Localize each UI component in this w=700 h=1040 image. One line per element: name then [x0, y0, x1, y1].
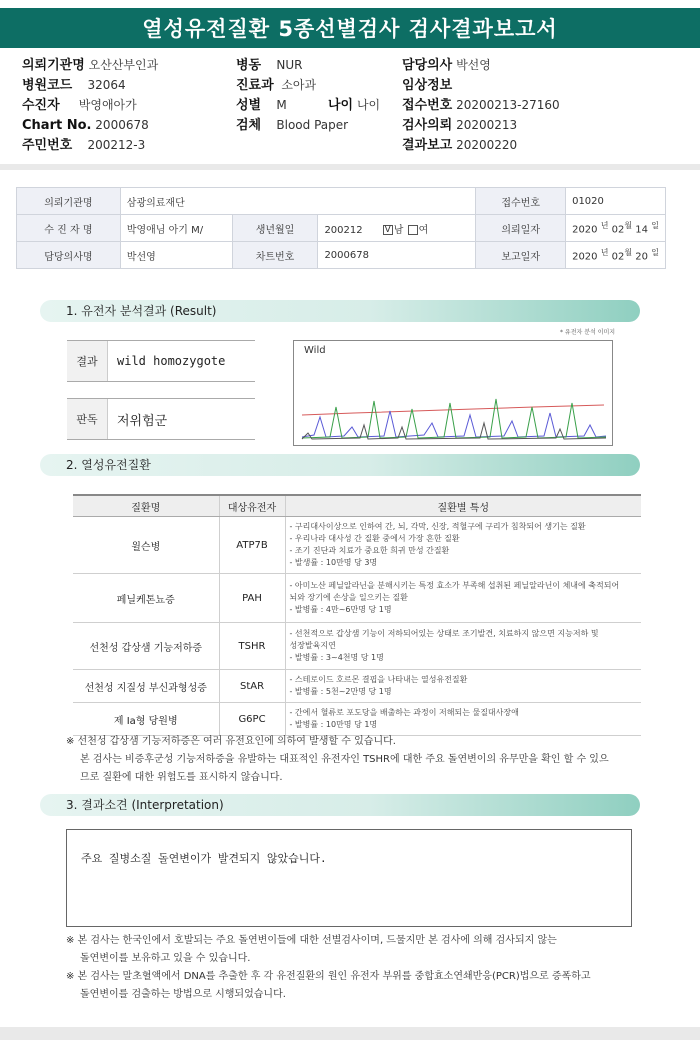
- requesting-org: 오산산부인과: [88, 58, 159, 72]
- result-value: wild homozygote: [117, 354, 226, 368]
- dob-value: 200212: [324, 224, 363, 236]
- disease-description: - 아미노산 페닐알라닌을 분해시키는 특정 효소가 부족해 섭취된 페닐알라닌이 체내에 축적되어 뇌와 장기에 손상을 일으키는 질환 - 발병률 : 4만~6만명 당 1명: [285, 574, 641, 623]
- disease-name: 윌슨병: [73, 517, 219, 574]
- result-row: [67, 340, 255, 382]
- graph-label: Wild: [304, 345, 326, 356]
- report-date: 20200220: [456, 138, 518, 152]
- hospital-code: 32064: [87, 78, 126, 92]
- resident-no: 200212-3: [87, 138, 146, 152]
- doctor-name: 박선영: [120, 242, 232, 269]
- label: 나이: [328, 98, 354, 113]
- interpretation-text: 주요 질병소질 돌연변이가 발견되지 않았습니다.: [81, 852, 327, 865]
- label: 담당의사명: [17, 242, 121, 269]
- label: 보고일자: [476, 242, 566, 269]
- column-header: 대상유전자: [219, 495, 285, 517]
- age: 나이: [356, 98, 381, 112]
- label: 의뢰기관명: [17, 188, 121, 215]
- label: 성별: [236, 98, 262, 113]
- gene-name: ATP7B: [219, 517, 285, 574]
- gene-name: StAR: [219, 670, 285, 703]
- gene-name: PAH: [219, 574, 285, 623]
- interpretation-box: [66, 829, 632, 927]
- chromatogram-image: [294, 341, 612, 445]
- label: 병원코드: [22, 78, 73, 93]
- disease-description: - 간에서 혈류로 포도당을 배출하는 과정이 저해되는 물질대사장애 - 발병률 : 10만명 당 1명: [285, 703, 641, 736]
- judgment-label: 판독: [67, 399, 108, 439]
- label: 수진자: [22, 98, 60, 113]
- patient-name: 박영애아가: [78, 98, 137, 112]
- disease-table: [73, 494, 641, 736]
- request-date: 2020 $^년$ $02^월$ 14 $^일$: [566, 215, 666, 242]
- org-name: 삼광의료재단: [120, 188, 475, 215]
- gene-name: G6PC: [219, 703, 285, 736]
- graph-note: * 유전자 분석 이미지: [560, 329, 616, 336]
- footer-notes: ※ 본 검사는 한국인에서 호발되는 주요 돌연변이들에 대한 선별검사이며, 드물지만 본 검사에 의해 검사되지 않는 돌연변이를 보유하고 있을 수 있습니다. ※ 본 검사는 말초혈액에서 DNA를 추출한 후 각 유전질환의 원인 유전자 부위를 중합효소연쇄반응(PCR)법으로 증폭하고 돌연변이를 검출하는 방법으로 시행되었습니다.: [66, 935, 591, 1000]
- table-row: [73, 623, 641, 670]
- column-header: 질환명: [73, 495, 219, 517]
- male-checkbox: V: [384, 224, 391, 235]
- doctor: 박선영: [456, 58, 491, 72]
- disease-name: 페닐케톤뇨증: [73, 574, 219, 623]
- female-checkbox: [408, 225, 418, 235]
- disease-description: - 스테로이드 호르몬 결핍을 나타내는 열성유전질환 - 발병률 : 5천~2만명 당 1명: [285, 670, 641, 703]
- label: 접수번호: [476, 188, 566, 215]
- label: Chart No.: [22, 118, 92, 133]
- patient-name: 박영애님 아기 M/: [120, 215, 232, 242]
- label: 진료과: [236, 78, 274, 93]
- table-row: [73, 574, 641, 623]
- label: 주민번호: [22, 138, 73, 153]
- judgment-value: 저위험군: [117, 413, 168, 429]
- disease-name: 선천성 갑상샘 기능저하증: [73, 623, 219, 670]
- judgment-row: [67, 398, 255, 440]
- disease-description: - 구리대사이상으로 인하여 간, 뇌, 각막, 신장, 적혈구에 구리가 침착되어 생기는 질환 - 우리나라 대사성 간 질환 중에서 가장 흔한 질환 - 조기 진단과 치료가 중요한 희귀 만성 간질환 - 발생률 : 10만명 당 3명: [285, 517, 641, 574]
- receipt-no: 20200213-27160: [456, 98, 560, 112]
- chart-number: 2000678: [318, 242, 476, 269]
- result-label: 결과: [67, 341, 108, 381]
- female-label: 여: [418, 224, 429, 236]
- column-header: 질환별 특성: [285, 495, 641, 517]
- tshr-note: ※ 선천성 갑상샘 기능저하증은 여러 유전요인에 의하여 발생할 수 있습니다. 본 검사는 비증후군성 기능저하증을 유발하는 대표적인 유전자인 TSHR에 대한 주요 돌연변이의 유무만을 확인 할 수 있으 므로 질환에 대한 위험도를 표시하지 않습니다.: [66, 736, 609, 783]
- label: 생년월일: [232, 215, 318, 242]
- specimen: Blood Paper: [276, 118, 349, 132]
- chart-no: 2000678: [95, 118, 149, 132]
- report-date: 2020 $^년$ $02^월$ 20 $^일$: [566, 242, 666, 269]
- table-row: [73, 703, 641, 736]
- report-title: 열성유전질환 5종선별검사 검사결과보고서: [0, 8, 700, 48]
- report-header: [22, 56, 682, 156]
- disease-name: 제 Ia형 당원병: [73, 703, 219, 736]
- label: 검사의뢰: [402, 118, 453, 133]
- section-interpretation-title: 3. 결과소견 (Interpretation): [40, 794, 640, 816]
- dept: 소아과: [281, 78, 317, 92]
- label: 임상정보: [402, 78, 453, 93]
- disease-description: - 선천적으로 갑상샘 기능이 저하되어있는 상태로 조기발견, 치료하지 않으면 지능저하 및 성장발육지연 - 발병률 : 3~4천명 당 1명: [285, 623, 641, 670]
- divider: [0, 164, 700, 170]
- table-row: [73, 517, 641, 574]
- section-disease-title: 2. 열성유전질환: [40, 454, 640, 476]
- disease-name: 선천성 지질성 부신과형성증: [73, 670, 219, 703]
- request-date: 20200213: [456, 118, 518, 132]
- label: 접수번호: [402, 98, 453, 113]
- sex: M: [276, 98, 287, 112]
- label: 차트번호: [232, 242, 318, 269]
- male-label: 남: [393, 224, 404, 236]
- receipt-number: 01020: [566, 188, 666, 215]
- label: 병동: [236, 58, 262, 73]
- dob: [318, 215, 476, 242]
- page-footer-bar: [0, 1027, 700, 1040]
- label: 담당의사: [402, 58, 453, 73]
- sequence-chromatogram: [293, 340, 613, 446]
- label: 검체: [236, 118, 262, 133]
- table-row: [73, 670, 641, 703]
- label: 수 진 자 명: [17, 215, 121, 242]
- label: 의뢰기관명: [22, 58, 85, 73]
- gene-name: TSHR: [219, 623, 285, 670]
- ward: NUR: [276, 58, 303, 72]
- label: 결과보고: [402, 138, 453, 153]
- section-result-title: 1. 유전자 분석결과 (Result): [40, 300, 640, 322]
- patient-info-table: [16, 187, 666, 269]
- label: 의뢰일자: [476, 215, 566, 242]
